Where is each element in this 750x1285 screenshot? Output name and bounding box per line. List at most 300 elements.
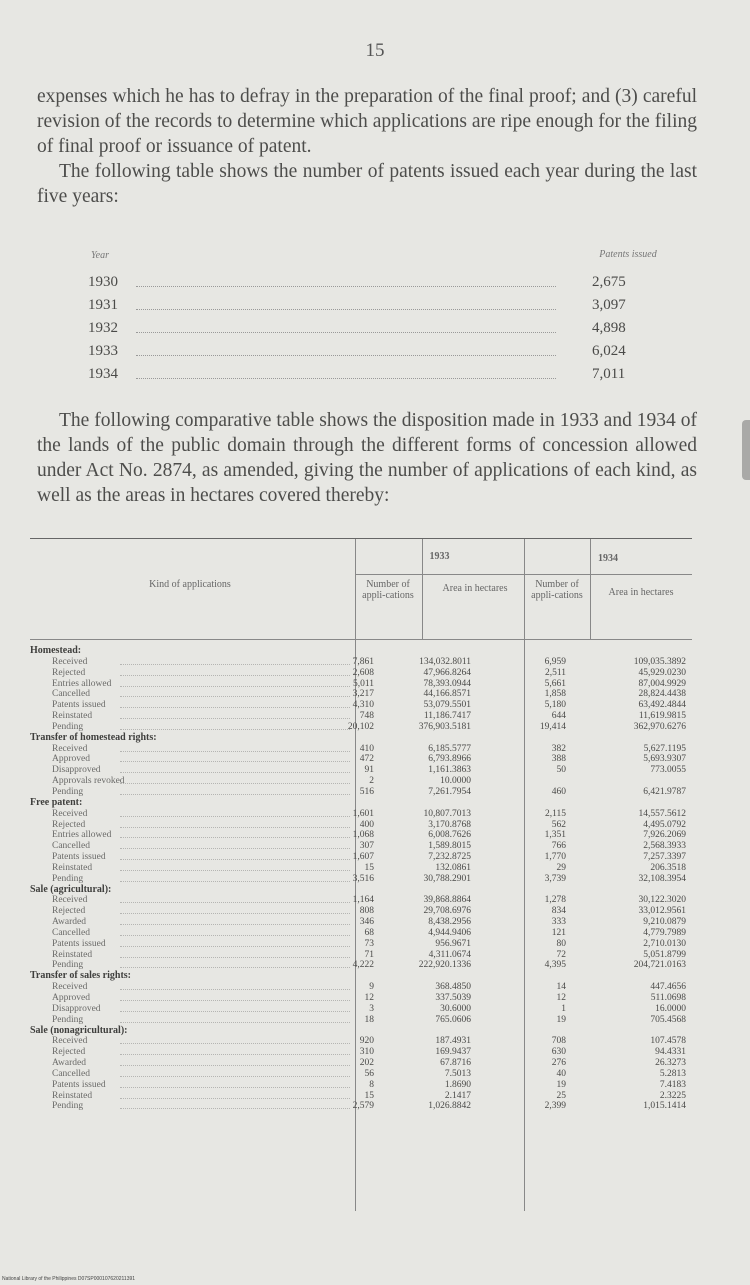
cell-c2: 11,186.7417 [423,711,471,722]
cell-c2: 8,438.2956 [428,917,471,928]
leader-dots [120,1043,350,1044]
cell-c3: 4,395 [544,960,566,971]
table-section-heading [30,646,692,657]
year-table-row [88,320,668,343]
table-row [30,711,692,722]
table-row [30,700,692,711]
table-row [30,668,692,679]
year-table-row [88,343,668,366]
cell-c1: 310 [359,1047,374,1058]
cell-c1: 2,579 [352,1101,374,1112]
table-row [30,809,692,820]
cell-c3: 5,661 [544,678,566,689]
table-row [30,939,692,950]
leader-dots [120,881,350,882]
row-label: Patents issued [52,1079,106,1090]
row-label: Disapproved [52,765,101,776]
cell-c3: 562 [551,819,566,830]
year-table-row [88,274,668,297]
cell-c4: 5,051.8799 [643,949,686,960]
row-label: Received [52,656,88,667]
cell-c1: 8 [369,1079,374,1090]
row-label: Received [52,895,88,906]
cell-c2: 44,166.8571 [423,689,471,700]
cell-c3: 19 [556,1014,566,1025]
cell-c4: 26.3273 [655,1058,686,1069]
paragraph-text: The following comparative table shows the disposition made in 1933 and 1934 of the lands of the public domain through the different forms of concession allowed under Act No. 2874, as amended, giving the number of applications of each kind, as well as the areas in hectares covered thereby: [37,410,697,506]
table-row [30,830,692,841]
leader-dots [120,1000,350,1001]
cell-c3: 1,278 [544,895,566,906]
cell-c3: 5,180 [544,700,566,711]
cell-c4: 4,779.7989 [643,927,686,938]
leader-dots [120,761,350,762]
row-label: Transfer of sales rights: [30,970,132,982]
leader-dots [120,837,350,838]
cell-c3: 14 [556,982,566,993]
cell-c1: 2 [369,776,374,787]
leader-dots [120,783,350,784]
cell-c4: 28,824.4438 [638,689,686,700]
row-label: Pending [52,873,84,884]
patents-cell: 2,675 [592,274,626,290]
cell-c3: 382 [551,743,566,754]
year-table-row [88,297,668,320]
cell-c2: 4,311.0674 [428,949,471,960]
cell-c3: 12 [556,993,566,1003]
row-label: Entries allowed [52,830,112,841]
row-label: Free patent: [30,796,83,808]
cell-c2: 7.5013 [444,1068,471,1079]
patents-by-year-table [88,250,668,389]
cell-c4: 87,004.9929 [638,678,686,689]
row-label: Cancelled [52,689,90,700]
leader-dots [120,924,350,925]
cell-c4: 6,421.9787 [643,786,686,797]
table-row [30,679,692,690]
table-row [30,852,692,863]
cell-c4: 94.4331 [655,1047,686,1058]
leader-dots [120,729,350,730]
cell-c1: 4,310 [352,700,374,711]
cell-c4: 4,495.0792 [643,819,686,830]
patents-cell: 4,898 [592,320,626,336]
cell-c4: 2,710.0130 [643,938,686,949]
cell-c2: 169.9437 [435,1047,471,1058]
cell-c2: 7,261.7954 [428,786,471,797]
cell-c3: 708 [551,1036,566,1047]
year-cell: 1933 [88,343,118,359]
cell-c3: 29 [556,862,566,873]
row-label: Patents issued [52,700,106,711]
cell-c2: 30.6000 [440,1003,471,1014]
row-label: Awarded [52,917,86,928]
cell-c1: 346 [359,917,374,928]
leader-dots [120,707,350,708]
cell-c3: 50 [556,765,566,776]
leader-dots [120,686,350,687]
cell-c4: 63,492.4844 [638,700,686,711]
cell-c3: 766 [551,841,566,852]
cell-c1: 748 [359,711,374,722]
row-label: Received [52,982,88,993]
row-label: Pending [52,786,84,797]
paragraph-text: The following table shows the number of patents issued each year during the last five years: [37,161,697,207]
row-label: Transfer of homestead rights: [30,731,157,743]
cell-c3: 121 [551,927,566,938]
cell-c2: 222,920.1336 [418,960,471,971]
cell-c4: 206.3518 [650,862,686,873]
row-label: Patents issued [52,938,106,949]
table-row [30,765,692,776]
cell-c3: 630 [551,1047,566,1058]
leader-dots [120,957,350,958]
row-label: Sale (agricultural): [30,883,112,895]
cell-c4: 2.3225 [659,1090,686,1101]
cell-c1: 5,011 [352,678,374,689]
row-label: Disapproved [52,1003,101,1014]
leader-dots [120,1076,350,1077]
table-row [30,744,692,755]
cell-c4: 1,015.1414 [643,1101,686,1112]
cell-c1: 20,102 [347,721,374,732]
cell-c2: 132.0861 [435,862,471,873]
table-row [30,1015,692,1026]
leader-dots [136,286,556,287]
leader-dots [120,1054,350,1055]
leader-dots [120,675,350,676]
table-row [30,917,692,928]
table-row [30,689,692,700]
leader-dots [120,696,350,697]
cell-c1: 472 [359,754,374,765]
cell-c3: 72 [556,949,566,960]
cell-c2: 7,232.8725 [428,852,471,863]
table-row [30,993,692,1004]
cell-c3: 6,959 [544,656,566,667]
cell-c2: 134,032.8011 [419,656,471,667]
row-label: Pending [52,1101,84,1112]
cell-c1: 202 [359,1058,374,1069]
leader-dots [136,309,556,310]
table-row [30,841,692,852]
page-number: 15 [365,40,385,61]
patents-cell: 6,024 [592,343,626,359]
table-row [30,863,692,874]
leader-dots [120,794,350,795]
leader-dots [136,332,556,333]
year-table-row [88,366,668,389]
table-row [30,1058,692,1069]
scan-artifact [742,420,750,480]
cell-c4: 16.0000 [655,1003,686,1014]
row-label: Pending [52,960,84,971]
table-row [30,1036,692,1047]
cell-c4: 204,721.0163 [633,960,686,971]
row-label: Reinstated [52,949,93,960]
row-label: Pending [52,1014,84,1025]
table-row [30,1101,692,1112]
cell-c4: 7,926.2069 [643,830,686,841]
cell-c3: 2,511 [544,667,566,678]
year-cell: 1934 [88,366,118,382]
cell-c4: 45,929.0230 [638,667,686,678]
table-row [30,787,692,798]
leader-dots [120,816,350,817]
cell-c4: 5,693.9307 [643,754,686,765]
cell-c4: 11,619.9815 [638,711,686,722]
table-section-heading [30,971,692,982]
year-cell: 1930 [88,274,118,290]
cell-c2: 1,026.8842 [428,1101,471,1112]
cell-c3: 40 [556,1068,566,1079]
table-row [30,895,692,906]
row-label: Sale (nonagricultural): [30,1024,128,1036]
table-row [30,1069,692,1080]
cell-c4: 5.2813 [659,1068,686,1079]
row-label: Patents issued [52,852,106,863]
cell-c1: 2,608 [352,667,374,678]
row-label: Cancelled [52,841,90,852]
row-label: Rejected [52,819,86,830]
leader-dots [120,989,350,990]
cell-c3: 644 [551,711,566,722]
cell-c1: 808 [359,906,374,917]
cell-c3: 2,399 [544,1101,566,1112]
cell-c4: 107.4578 [650,1036,686,1047]
cell-c2: 187.4931 [435,1036,471,1047]
cell-c3: 3,739 [544,873,566,884]
leader-dots [120,848,350,849]
cell-c3: 1,858 [544,689,566,700]
row-label: Reinstated [52,711,93,722]
cell-c1: 920 [359,1036,374,1047]
cell-c2: 1.8690 [444,1079,471,1090]
cell-c2: 765.0606 [435,1014,471,1025]
row-label: Approved [52,993,90,1003]
row-label: Rejected [52,667,86,678]
number-header-1933: Number of appli-cations [362,579,414,601]
cell-c1: 68 [364,927,374,938]
row-label: Received [52,1036,88,1047]
cell-c4: 362,970.6276 [633,721,686,732]
cell-c4: 109,035.3892 [633,656,686,667]
cell-c1: 9 [369,982,374,993]
cell-c4: 511.0698 [650,993,686,1003]
cell-c4: 14,557.5612 [638,808,686,819]
row-label: Rejected [52,906,86,917]
cell-c3: 276 [551,1058,566,1069]
row-label: Received [52,808,88,819]
cell-c1: 15 [364,1090,374,1101]
cell-c1: 1,164 [352,895,374,906]
row-label: Cancelled [52,1068,90,1079]
table-section-heading [30,1026,692,1037]
cell-c4: 33,012.9561 [638,906,686,917]
cell-c1: 73 [364,938,374,949]
leader-dots [120,1065,350,1066]
row-label: Reinstated [52,1090,93,1101]
leader-dots [120,913,350,914]
cell-c3: 1,351 [544,830,566,841]
cell-c4: 5,627.1195 [643,743,686,754]
leader-dots [136,378,556,379]
cell-c2: 6,793.8966 [428,754,471,765]
table-body [30,646,692,1112]
year-1933-header: 1933 [429,551,450,562]
table-row [30,928,692,939]
cell-c2: 78,393.0944 [423,678,471,689]
cell-c4: 32,108.3954 [638,873,686,884]
cell-c2: 29,708.6976 [423,906,471,917]
cell-c1: 56 [364,1068,374,1079]
cell-c4: 2,568.3933 [643,841,686,852]
patents-cell: 3,097 [592,297,626,313]
cell-c2: 376,903.5181 [418,721,471,732]
cell-c2: 30,788.2901 [423,873,471,884]
cell-c3: 333 [551,917,566,928]
paragraph-text: expenses which he has to defray in the preparation of the final proof; and (3) careful revision of the records to determine which applications are ripe enough for the filing of final proof or issuance of patent. [37,86,697,157]
cell-c1: 3,217 [352,689,374,700]
leader-dots [120,1022,350,1023]
cell-c1: 1,607 [352,852,374,863]
cell-c4: 705.4568 [650,1014,686,1025]
cell-c1: 3,516 [352,873,374,884]
cell-c1: 410 [359,743,374,754]
cell-c3: 1,770 [544,852,566,863]
leader-dots [120,664,350,665]
cell-c1: 15 [364,862,374,873]
cell-c2: 39,868.8864 [423,895,471,906]
table-row [30,1047,692,1058]
leader-dots [120,751,350,752]
cell-c4: 773.0055 [650,765,686,776]
cell-c1: 7,861 [352,656,374,667]
cell-c2: 1,161.3863 [428,765,471,776]
leader-dots [120,1011,350,1012]
table-row [30,754,692,765]
year-cell: 1932 [88,320,118,336]
table-section-heading [30,885,692,896]
leader-dots [120,1098,350,1099]
table-row [30,906,692,917]
cell-c3: 19,414 [539,721,566,732]
row-label: Cancelled [52,927,90,938]
row-label: Approvals revoked [52,776,125,787]
leader-dots [120,935,350,936]
cell-c2: 956.9671 [435,938,471,949]
leader-dots [120,902,350,903]
paragraph-continuation [37,84,697,209]
cell-c2: 368.4850 [435,982,471,993]
row-label: Reinstated [52,862,93,873]
cell-c2: 2.1417 [444,1090,471,1101]
cell-c2: 1,589.8015 [428,841,471,852]
leader-dots [120,859,350,860]
cell-c1: 1,068 [352,830,374,841]
cell-c3: 1 [561,1003,566,1014]
cell-c3: 80 [556,938,566,949]
cell-c2: 10.0000 [440,776,471,787]
table-row [30,1004,692,1015]
area-header-1933: Area in hectares [442,583,508,594]
cell-c1: 4,222 [352,960,374,971]
kind-header: Kind of applications [149,579,231,590]
patents-cell: 7,011 [592,366,626,382]
table-row [30,874,692,885]
table-row [30,1091,692,1102]
cell-c1: 18 [364,1014,374,1025]
cell-c1: 516 [359,786,374,797]
number-header-1934: Number of appli-cations [531,579,583,601]
table-section-heading [30,798,692,809]
year-header: Year [91,250,109,261]
row-label: Rejected [52,1047,86,1058]
table-row [30,1080,692,1091]
table-row [30,982,692,993]
leader-dots [120,718,350,719]
leader-dots [120,772,350,773]
leader-dots [120,1108,350,1109]
leader-dots [120,967,350,968]
leader-dots [136,355,556,356]
area-header-1934: Area in hectares [608,587,674,598]
cell-c1: 400 [359,819,374,830]
leader-dots [120,870,350,871]
row-label: Homestead: [30,645,82,656]
cell-c3: 2,115 [544,808,566,819]
row-label: Entries allowed [52,678,112,689]
scan-footer: National Library of the Philippines D07SP000107620211391 [2,1276,136,1282]
row-label: Approved [52,754,90,765]
cell-c2: 3,170.8768 [428,819,471,830]
table-row [30,820,692,831]
cell-c2: 67.8716 [440,1058,471,1069]
table-row [30,776,692,787]
cell-c2: 10,807.7013 [423,808,471,819]
disposition-table [30,538,692,1209]
leader-dots [120,946,350,947]
cell-c3: 388 [551,754,566,765]
cell-c3: 834 [551,906,566,917]
paragraph-intro [37,408,697,508]
row-label: Pending [52,721,84,732]
cell-c4: 447.4656 [650,982,686,993]
cell-c4: 7.4183 [659,1079,686,1090]
year-table-header [88,250,668,274]
cell-c1: 1,601 [352,808,374,819]
cell-c1: 71 [364,949,374,960]
cell-c1: 12 [364,993,374,1003]
cell-c2: 4,944.9406 [428,927,471,938]
table-row [30,950,692,961]
table-section-heading [30,733,692,744]
cell-c1: 91 [364,765,374,776]
cell-c2: 6,008.7626 [428,830,471,841]
leader-dots [120,827,350,828]
cell-c2: 6,185.5777 [428,743,471,754]
row-label: Received [52,743,88,754]
cell-c3: 25 [556,1090,566,1101]
year-table-rows [88,274,668,389]
cell-c2: 53,079.5501 [423,700,471,711]
cell-c4: 7,257.3397 [643,852,686,863]
cell-c3: 19 [556,1079,566,1090]
cell-c2: 337.5039 [435,993,471,1003]
cell-c4: 9,210.0879 [643,917,686,928]
row-label: Awarded [52,1058,86,1069]
cell-c1: 3 [369,1003,374,1014]
